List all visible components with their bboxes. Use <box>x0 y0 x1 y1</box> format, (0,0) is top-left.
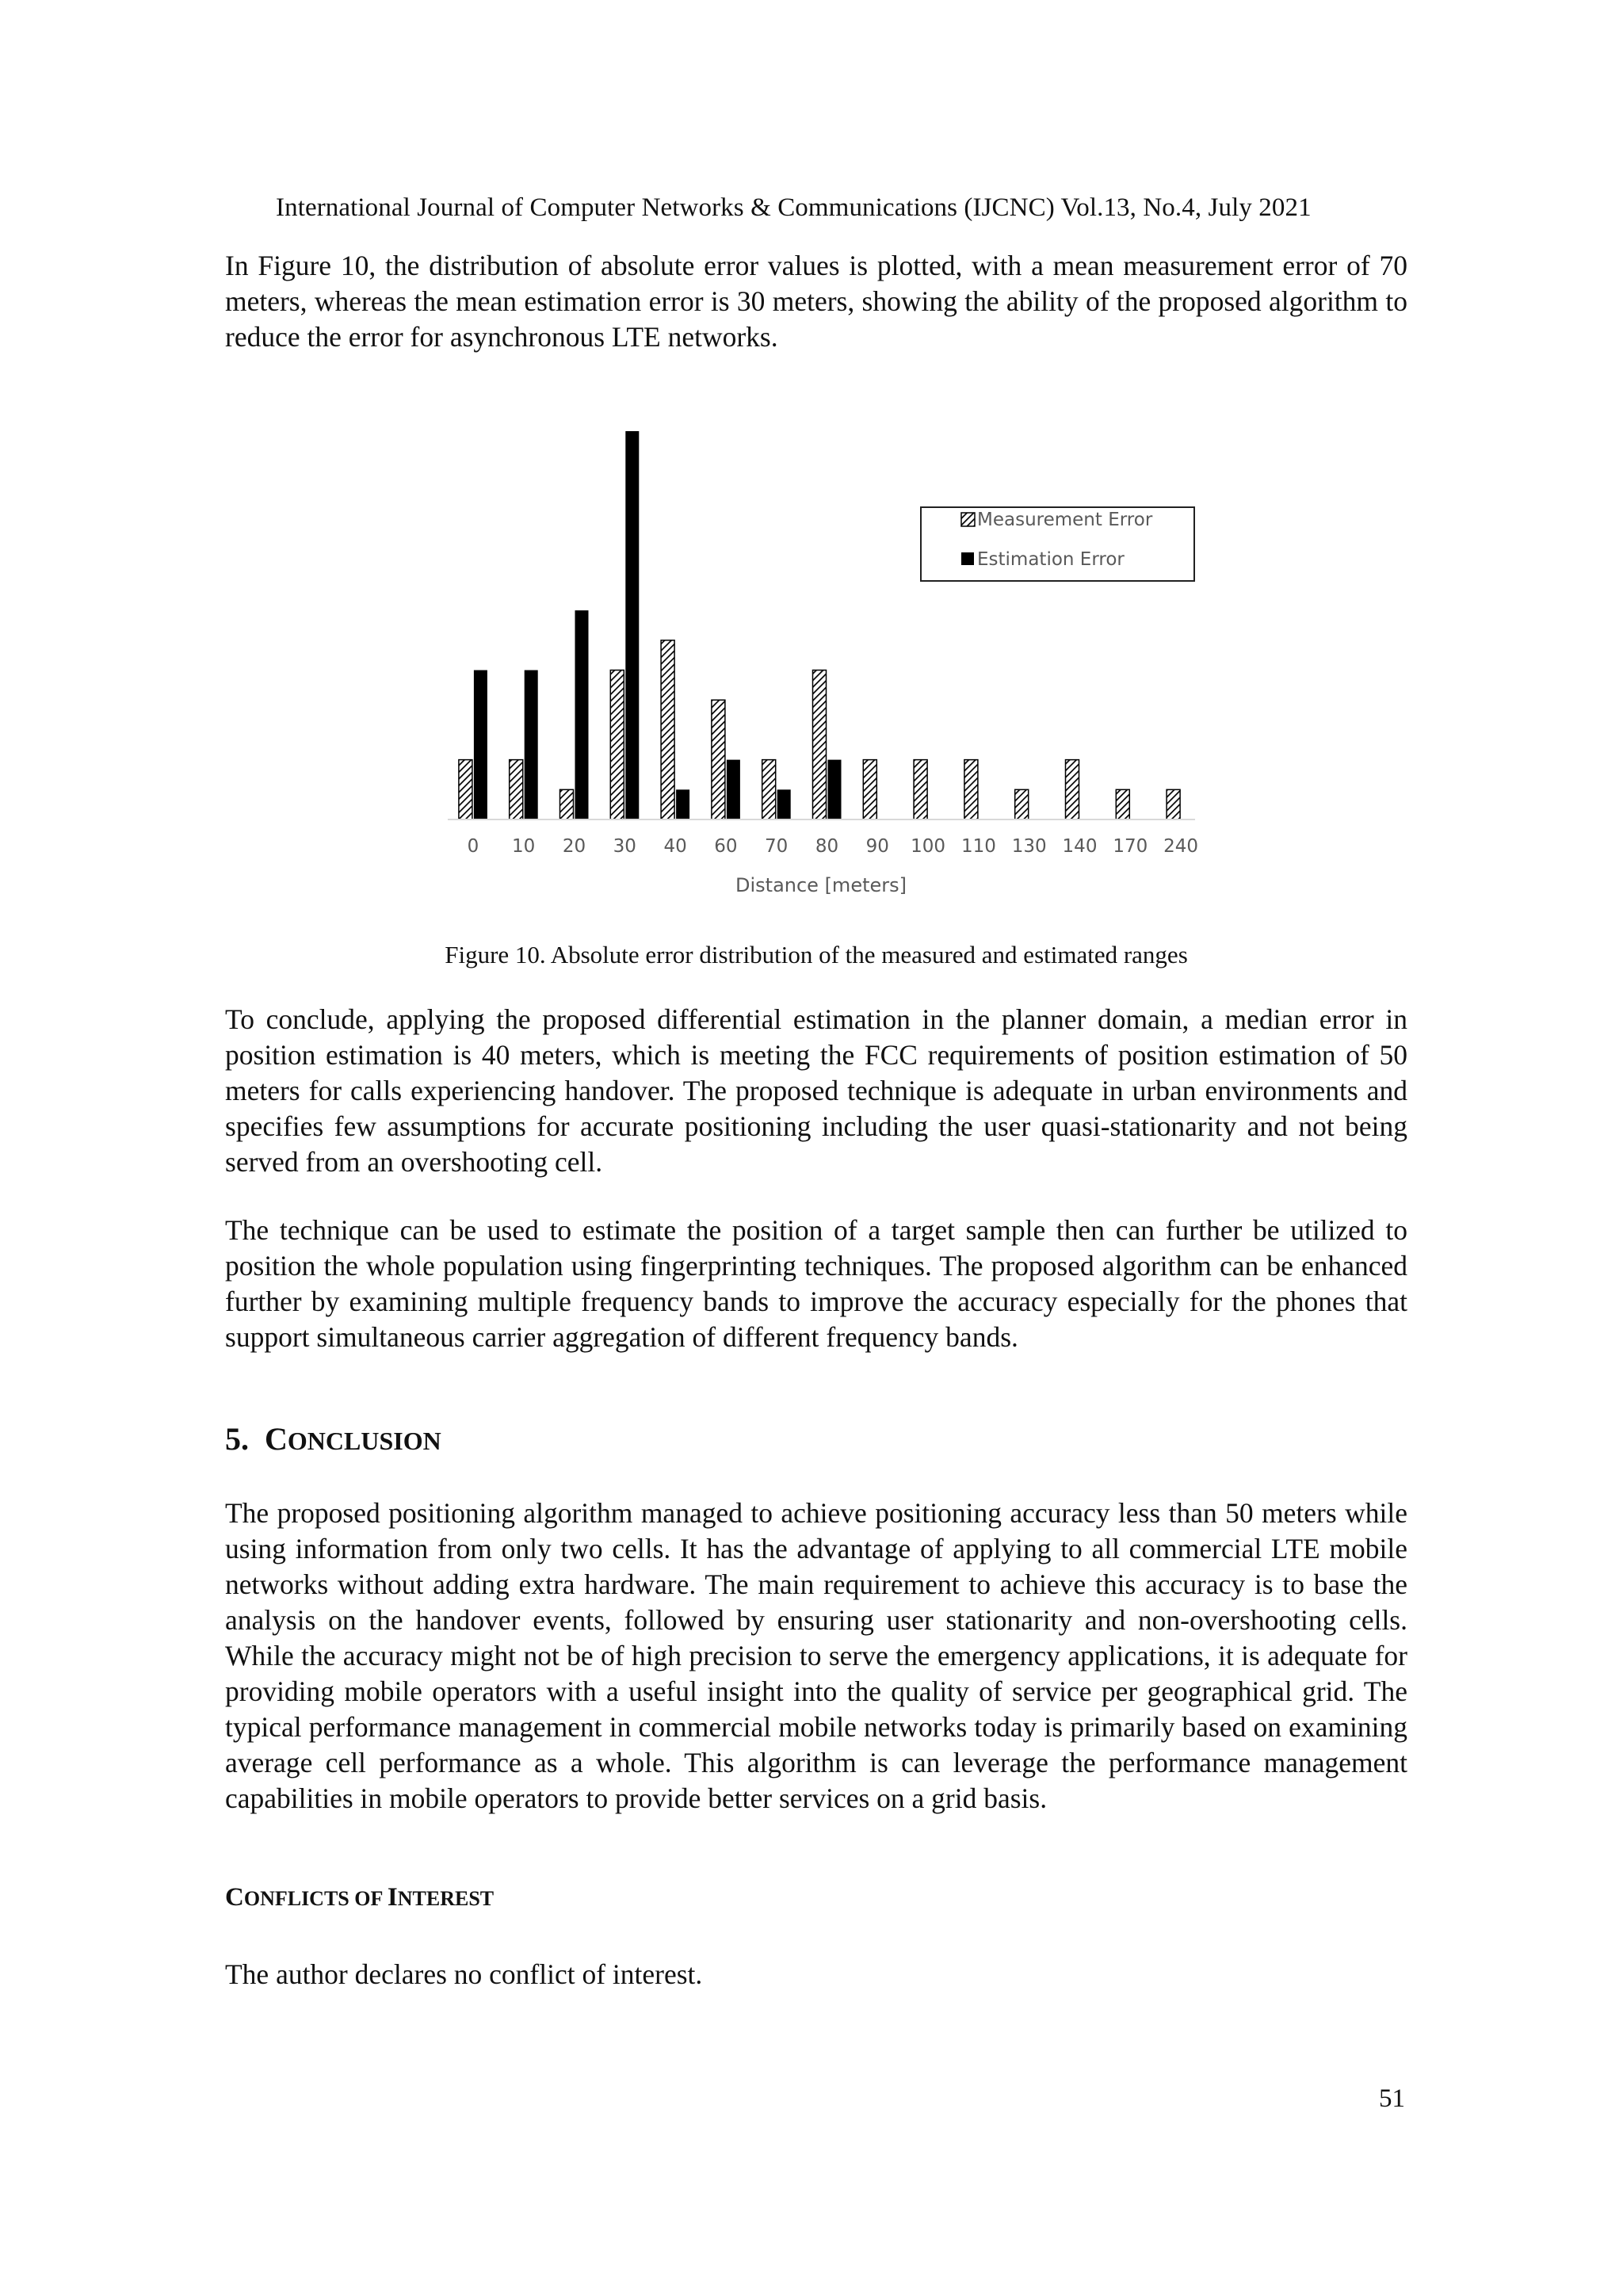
bar-measurement-0 <box>459 760 472 819</box>
x-tick-label: 90 <box>865 836 889 857</box>
section-title-initial: C <box>265 1421 288 1457</box>
x-tick-label: 30 <box>613 836 636 857</box>
section-heading-conclusion <box>225 1420 441 1457</box>
bar-estimation-30 <box>625 431 639 819</box>
bar-estimation-80 <box>828 760 842 819</box>
bar-measurement-130 <box>1015 789 1029 819</box>
legend-label-measurement: Measurement Error <box>977 510 1153 530</box>
paragraph-technique: The technique can be used to estimate the position of a target sample then can further be utilized to position the whole population using fingerprinting techniques. The proposed algorithm can be enhanced further by examining multiple frequency bands to improve the accuracy especially for the phones that support simultaneous carrier aggregation of different frequency bands. <box>225 1214 1407 1353</box>
x-tick-label: 140 <box>1062 836 1098 857</box>
subsection-rest-2: NTEREST <box>397 1887 495 1910</box>
bar-measurement-10 <box>510 760 523 819</box>
x-tick-label: 20 <box>562 836 586 857</box>
x-tick-label: 40 <box>663 836 687 857</box>
running-header: International Journal of Computer Networks & Communications (IJCNC) Vol.13, No.4, July 2021 <box>276 193 1312 222</box>
x-tick-label: 70 <box>765 836 789 857</box>
bar-measurement-70 <box>762 760 776 819</box>
bar-measurement-30 <box>610 670 624 819</box>
bar-measurement-20 <box>560 789 574 819</box>
bar-measurement-60 <box>712 700 725 819</box>
x-tick-label: 0 <box>467 836 479 857</box>
bar-measurement-140 <box>1066 760 1079 819</box>
x-tick-label: 130 <box>1011 836 1047 857</box>
x-tick-label: 100 <box>911 836 946 857</box>
figure-10-chart <box>428 412 1220 911</box>
paragraph-conclusion-intro: To conclude, applying the proposed differential estimation in the planner domain, a median error in position estimation is 40 meters, which is meeting the FCC requirements of position estimation of 50 meters for calls experiencing handover. The proposed technique is adequate in urban environments and specifies few assumptions for accurate positioning including the user quasi-stationarity and not being served from an overshooting cell. <box>225 1003 1407 1178</box>
x-tick-label: 240 <box>1163 836 1199 857</box>
paragraph-figure-intro: In Figure 10, the distribution of absolute error values is plotted, with a mean measurement error of 70 meters, whereas the mean estimation error is 30 meters, showing the ability of the proposed algorithm to reduce the error for asynchronous LTE networks. <box>225 250 1407 353</box>
figure-caption: Figure 10. Absolute error distribution of the measured and estimated ranges <box>445 941 1188 968</box>
paragraph-conflicts: The author declares no conflict of interest. <box>225 1958 703 1990</box>
bar-measurement-170 <box>1116 789 1129 819</box>
subsection-rest-1: ONFLICTS OF <box>243 1887 388 1910</box>
chart-legend <box>921 507 1194 581</box>
x-tick-label: 170 <box>1113 836 1148 857</box>
x-tick-label: 110 <box>960 836 996 857</box>
bar-measurement-110 <box>964 760 978 819</box>
section-title-rest: ONCLUSION <box>287 1427 441 1455</box>
page-number: 51 <box>1379 2084 1405 2113</box>
bar-measurement-100 <box>914 760 927 819</box>
x-tick-label: 80 <box>815 836 839 857</box>
bar-estimation-20 <box>575 610 589 819</box>
bar-estimation-0 <box>474 670 487 819</box>
legend-label-estimation: Estimation Error <box>977 549 1125 570</box>
subsection-initial-2: I <box>387 1883 398 1912</box>
subsection-initial-1: C <box>225 1883 244 1912</box>
x-axis-label: Distance [meters] <box>735 874 907 896</box>
bar-measurement-40 <box>661 640 674 819</box>
legend-swatch-estimation <box>961 552 974 565</box>
subsection-heading-conflicts <box>225 1883 494 1912</box>
bar-estimation-40 <box>676 789 689 819</box>
bar-measurement-240 <box>1167 789 1180 819</box>
bar-estimation-60 <box>727 760 740 819</box>
bar-measurement-80 <box>813 670 827 819</box>
x-tick-label: 10 <box>512 836 536 857</box>
bar-measurement-90 <box>863 760 876 819</box>
bar-estimation-70 <box>777 789 791 819</box>
paragraph-conclusion: The proposed positioning algorithm managed to achieve positioning accuracy less than 50 meters while using information from only two cells. It has the advantage of applying to all commercial LTE mobile networks without adding extra hardware. The main requirement to achieve this accuracy is to base the analysis on the handover events, followed by ensuring user stationarity and non-overshooting cells. While the accuracy might not be of high precision to serve the emergency applications, it is adequate for providing mobile operators with a useful insight into the quality of service per geographical grid. The typical performance management in commercial mobile networks today is primarily based on examining average cell performance as a whole. This algorithm is can leverage the performance management capabilities in mobile operators to provide better services on a grid basis. <box>225 1497 1407 1814</box>
bar-estimation-10 <box>525 670 538 819</box>
x-tick-label: 60 <box>714 836 738 857</box>
legend-swatch-measurement <box>961 513 975 526</box>
section-number: 5. <box>225 1421 249 1457</box>
